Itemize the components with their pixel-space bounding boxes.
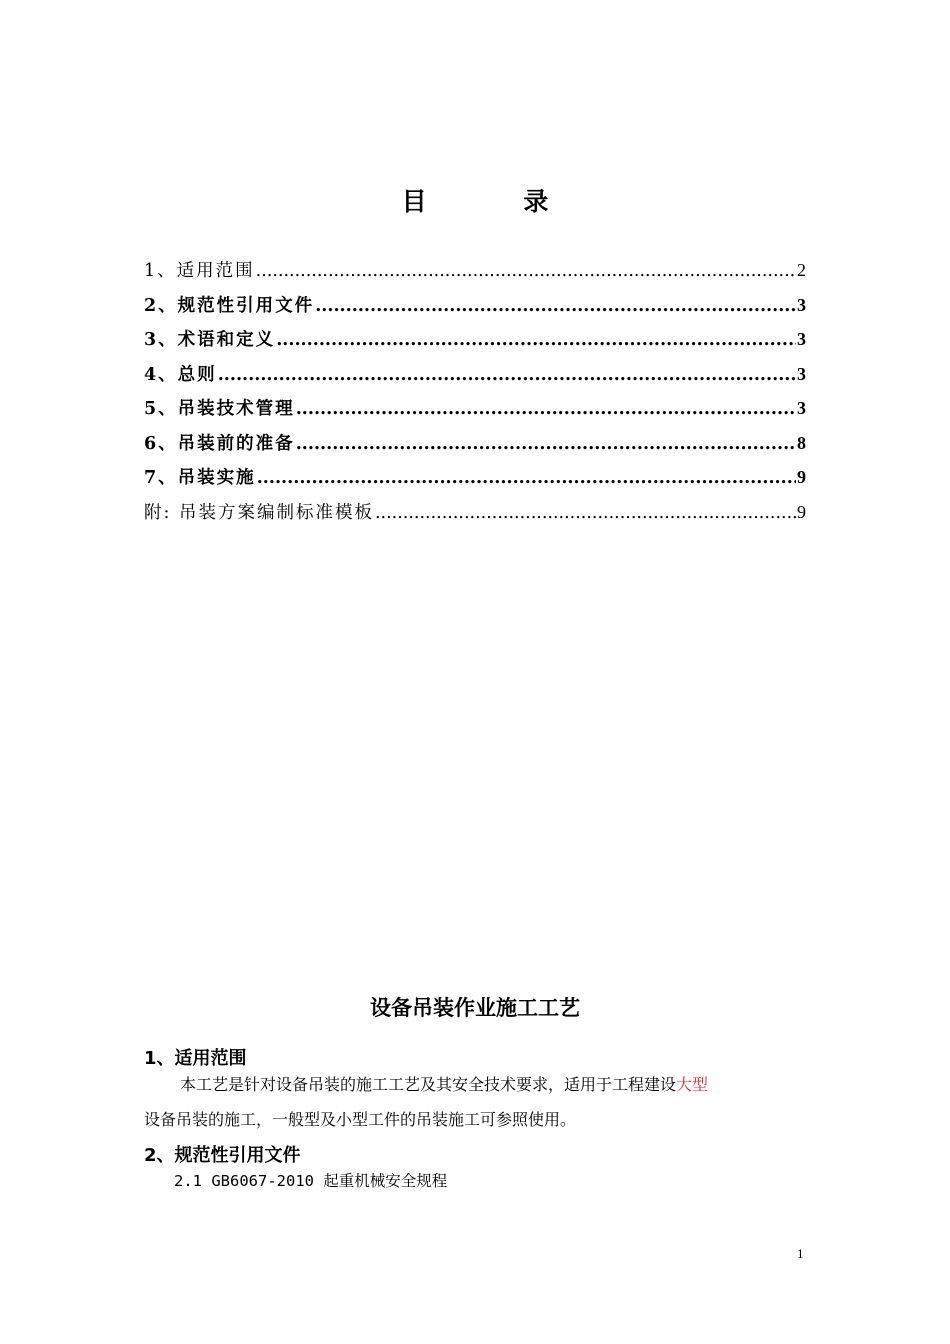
document-title: 设备吊装作业施工工艺 bbox=[370, 996, 580, 1020]
toc-leader-dots bbox=[257, 468, 796, 488]
toc-leader-dots bbox=[256, 261, 796, 281]
toc-leader-dots bbox=[375, 503, 796, 523]
toc-entry-label: 4、总则 bbox=[144, 364, 217, 385]
toc-entry[interactable] bbox=[144, 257, 806, 292]
toc-leader-dots bbox=[296, 434, 796, 454]
toc-entry-label: 7、吊装实施 bbox=[144, 468, 256, 488]
toc-leader-dots bbox=[276, 330, 796, 350]
toc-entry-label: 1、适用范围 bbox=[144, 261, 255, 281]
toc-entry-page: 9 bbox=[797, 501, 806, 522]
section-heading-references: 2、规范性引用文件 bbox=[144, 1145, 301, 1166]
toc-entry-label: 2、规范性引用文件 bbox=[144, 295, 315, 316]
page-number: 1 bbox=[797, 1246, 804, 1261]
toc-entry-page: 3 bbox=[797, 329, 806, 349]
toc-entry-page: 3 bbox=[797, 294, 806, 315]
toc-entry[interactable] bbox=[144, 499, 806, 534]
scope-text: 本工艺是针对设备吊装的施工工艺及其安全技术要求，适用于工程建设 bbox=[180, 1075, 677, 1094]
toc-leader-dots bbox=[218, 365, 796, 385]
toc-entry[interactable] bbox=[144, 361, 806, 396]
toc-entry-page: 3 bbox=[797, 363, 806, 384]
toc-leader-dots bbox=[296, 399, 796, 419]
toc-leader-dots bbox=[315, 296, 796, 316]
table-of-contents bbox=[144, 257, 806, 533]
toc-entry-page: 2 bbox=[797, 260, 806, 280]
toc-title: 目 录 bbox=[401, 187, 593, 216]
scope-paragraph-line-2: 设备吊装的施工，一般型及小型工件的吊装施工可参照使用。 bbox=[144, 1110, 577, 1129]
toc-entry-label: 6、吊装前的准备 bbox=[144, 433, 295, 454]
toc-entry-page: 9 bbox=[797, 467, 806, 487]
toc-entry[interactable] bbox=[144, 464, 806, 499]
toc-entry-label: 附: 吊装方案编制标准模板 bbox=[144, 502, 374, 523]
reference-item: 2.1 GB6067-2010 起重机械安全规程 bbox=[174, 1172, 448, 1190]
toc-entry-label: 5、吊装技术管理 bbox=[144, 399, 295, 419]
section-heading-scope: 1、适用范围 bbox=[144, 1048, 247, 1069]
toc-entry[interactable] bbox=[144, 292, 806, 327]
toc-entry[interactable] bbox=[144, 326, 806, 361]
toc-entry-label: 3、术语和定义 bbox=[144, 330, 276, 350]
toc-entry-page: 3 bbox=[797, 398, 806, 418]
toc-entry-page: 8 bbox=[797, 432, 806, 453]
scope-paragraph-line-1 bbox=[180, 1072, 708, 1095]
toc-entry[interactable] bbox=[144, 430, 806, 465]
toc-entry[interactable] bbox=[144, 395, 806, 430]
highlighted-text: 大型 bbox=[676, 1075, 709, 1094]
